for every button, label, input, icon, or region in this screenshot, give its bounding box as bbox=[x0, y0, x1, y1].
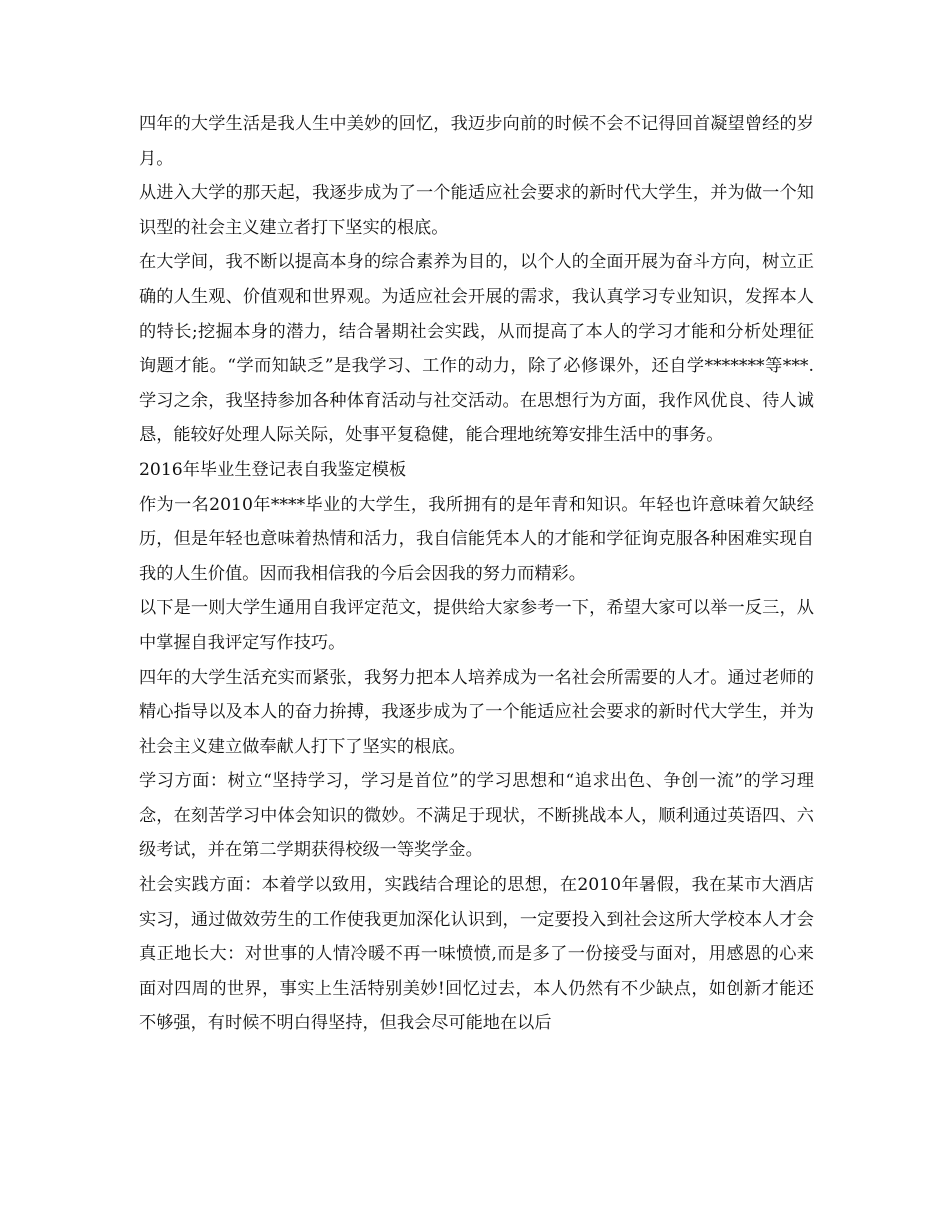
paragraph-4: 作为一名2010年****毕业的大学生，我所拥有的是年青和知识。年轻也许意味着欠缺经历，但是年轻也意味着热情和活力，我自信能凭本人的才能和学征询克服各种困难实现自我的人生价值。因而我相信我的今后会因我的努力而精彩。 bbox=[139, 494, 814, 584]
paragraph-1: 四年的大学生活是我人生中美妙的回忆，我迈步向前的时候不会不记得回首凝望曾经的岁月。 bbox=[139, 114, 814, 169]
paragraph-7: 学习方面：树立“坚持学习，学习是首位”的学习思想和“追求出色、争创一流”的学习理念，在刻苦学习中体会知识的微妙。不满足于现状，不断挑战本人，顺利通过英语四、六级考试，并在第二学期获得校级一等奖学金。 bbox=[139, 771, 814, 861]
paragraph-8: 社会实践方面：本着学以致用，实践结合理论的思想，在2010年暑假，我在某市大酒店实习，通过做效劳生的工作使我更加深化认识到，一定要投入到社会这所大学校本人才会真正地长大：对世事的人情冷暖不再一味愤愤,而是多了一份接受与面对，用感恩的心来面对四周的世界，事实上生活特别美妙!回忆过去，本人仍然有不少缺点，如创新才能还不够强，有时候不明白得坚持，但我会尽可能地在以后 bbox=[139, 875, 814, 1034]
paragraph-2: 从进入大学的那天起，我逐步成为了一个能适应社会要求的新时代大学生，并为做一个知识型的社会主义建立者打下坚实的根底。 bbox=[139, 183, 814, 238]
section-heading: 2016年毕业生登记表自我鉴定模板 bbox=[139, 459, 407, 480]
paragraph-3: 在大学间，我不断以提高本身的综合素养为目的，以个人的全面开展为奋斗方向，树立正确的人生观、价值观和世界观。为适应社会开展的需求，我认真学习专业知识，发挥本人的特长;挖掘本身的潜力，结合暑期社会实践，从而提高了本人的学习才能和分析处理征询题才能。“学而知缺乏”是我学习、工作的动力，除了必修课外，还自学*******等***.学习之余，我坚持参加各种体育活动与社交活动。在思想行为方面，我作风优良、待人诚恳，能较好处理人际关际，处事平复稳健，能合理地统筹安排生活中的事务。 bbox=[139, 252, 814, 446]
paragraph-5: 以下是一则大学生通用自我评定范文，提供给大家参考一下，希望大家可以举一反三，从中掌握自我评定写作技巧。 bbox=[139, 598, 814, 653]
document-page bbox=[139, 107, 814, 1041]
paragraph-6: 四年的大学生活充实而紧张，我努力把本人培养成为一名社会所需要的人才。通过老师的精心指导以及本人的奋力拚搏，我逐步成为了一个能适应社会要求的新时代大学生，并为社会主义建立做奉献人打下了坚实的根底。 bbox=[139, 667, 814, 757]
